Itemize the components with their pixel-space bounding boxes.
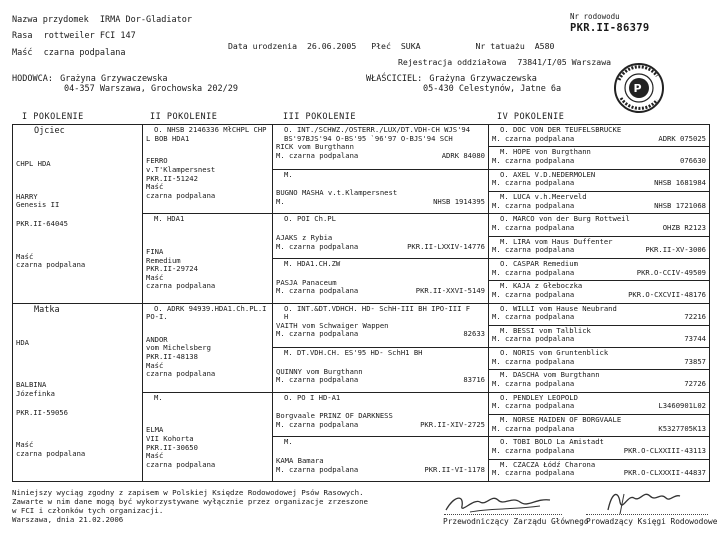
gen3-titles: O. POI Ch.PL [284,214,336,224]
gen3-color: M. [276,197,285,206]
gen4-color-line [492,246,706,255]
gen2-reg: PKR.II-30650 [146,442,198,452]
gen3-titles: M. [284,169,293,179]
gen4-color: M. czarna podpalana [492,424,575,433]
gen4-cell-9 [489,303,710,325]
gen2-color: czarna podpalana [146,369,216,379]
gen2-cell-2 [143,214,273,303]
gen4-cell-10 [489,325,710,347]
gen4-name: M. HOPE von Burgthann [500,147,591,157]
footer-note [12,489,368,525]
breeder-name: Grażyna Grzywaczewska [60,74,168,84]
gen4-name: O. CASPAR Remedium [500,258,578,268]
signature-line-2 [586,514,708,515]
gen3-color-line [276,421,485,430]
gen4-name: O. PENDLEY LEOPOLD [500,392,578,402]
gen2-cell-3 [143,303,273,392]
gen4-color: M. czarna podpalana [492,179,575,188]
sire-kennel: Genesis II [16,200,60,210]
footer-line-1: Niniejszy wyciąg zgodny z zapisem w Polskiej Księdze Rodowodowej Psów Rasowych. [12,488,364,497]
dam-role: Matka [34,304,60,315]
gen4-color: M. czarna podpalana [492,335,575,344]
gen4-cell-4 [489,191,710,213]
gen3-name: RICK vom Burgthann [276,142,354,152]
gen4-cell-1 [489,125,710,147]
gen4-color-line [492,380,706,389]
gen4-reg: NHSB 1721068 [654,201,706,210]
branch-line [398,58,611,68]
footer-line-3: w FCI i członków tych organizacji. [12,505,164,515]
gen3-color-line [276,376,485,385]
gen4-color-line [492,358,706,367]
gen4-color-line [492,157,706,166]
dam-color: czarna podpalana [16,448,86,458]
gen2-color: czarna podpalana [146,190,216,200]
gen4-reg: PKR.O-CLXXXII-44837 [623,469,706,478]
gen2-titles: M. HDA1 [154,214,185,224]
gen3-name: VAITH vom Schwaiger Wappen [276,320,389,330]
gen4-reg: PKR.O-CLXXIII-43113 [623,447,706,456]
gen4-reg: L3460901L02 [658,402,706,411]
name-line [12,15,192,25]
breed-line [12,31,136,41]
gen3-reg: ADRK 84080 [441,151,485,160]
gen4-reg: PKR.O-CXCVII-48176 [628,290,706,299]
gen4-reg: 72216 [684,313,706,322]
dam-kennel: Józefinka [16,388,55,398]
gen3-reg: PKR.II-XXVI-5149 [415,287,485,296]
gen4-cell-2 [489,147,710,169]
gen4-reg: K5327705K13 [658,424,706,433]
gen4-color: M. czarna podpalana [492,357,575,366]
gen4-reg: OHZB R2123 [662,223,706,232]
gen4-reg: NHSB 1681984 [654,179,706,188]
gen4-name: O. AXEL V.D.NEDERMOLEN [500,169,596,179]
gen-header-4: IV POKOLENIE [497,112,565,122]
gen4-color-line [492,425,706,434]
gen2-reg: PKR.II-29724 [146,264,198,274]
gen4-color: M. czarna podpalana [492,201,575,210]
sire-titles: CHPL HDA [16,159,51,169]
gen4-color-line [492,447,706,456]
gen4-reg: PKR.II-XV-3006 [645,246,706,255]
footer-line-4: Warszawa, dnia 21.02.2006 [12,514,124,524]
gen3-name: KAMA Bamara [276,456,324,466]
gen3-reg: 83716 [463,376,485,385]
gen4-cell-12 [489,370,710,392]
gen3-color: M. czarna podpalana [276,151,359,160]
gen3-color-line [276,152,485,161]
signature-caption-1: Przewodniczący Zarządu Głównego [443,517,589,526]
gen4-cell-15 [489,437,710,459]
gen4-cell-7 [489,258,710,280]
gen3-color: M. czarna podpalana [276,421,359,430]
gen3-reg: PKR.II-LXXIV-14776 [407,242,485,251]
branch-label: Rejestracja oddziałowa [398,57,507,67]
color-value: czarna podpalana [43,48,126,58]
gen4-reg: ADRK 075025 [658,134,706,143]
gen4-cell-13 [489,392,710,414]
gen4-cell-5 [489,214,710,236]
signature-caption-2: Prowadzący Księgi Rodowodowe [586,517,718,526]
branch-value: 73841/I/05 Warszawa [517,57,612,67]
sire-color-label: Maść [16,251,34,261]
gen3-titles-cont: BS'97BJS'94 O-BS'95 `96'97 O-BJS'94 SCH [284,133,453,143]
gen2-color-label: Maść [146,451,164,461]
gen4-name: M. DASCHA vom Burgthann [500,370,600,380]
gen2-kennel: VII Kohorta [146,434,194,444]
gen3-cell-2 [273,169,489,214]
gen4-color: M. czarna podpalana [492,380,575,389]
gen-header-3: III POKOLENIE [283,112,357,122]
gen3-name: PASJA Panaceum [276,277,337,287]
gen2-color: czarna podpalana [146,459,216,469]
gen4-cell-3 [489,169,710,191]
gen4-name: M. CZACZA Łódź Charona [500,459,596,469]
owner-address: 05-430 Celestynów, Jatne 6a [423,84,562,95]
gen4-name: M. NORSE MAIDEN OF BORGVAALE [500,415,622,425]
gen4-color: M. czarna podpalana [492,246,575,255]
dog-name: IRMA Dor-Gladiator [99,15,193,25]
gen4-cell-16 [489,459,710,481]
gen4-color: M. czarna podpalana [492,402,575,411]
gen2-kennel: Remedium [146,255,181,265]
gen-header-1: I POKOLENIE [22,112,84,122]
gen2-name: FINA [146,246,164,256]
dam-name: BALBINA [16,380,47,390]
gen4-name: O. NORIS vom Gruntenblick [500,348,609,358]
gen3-color-line [276,466,485,475]
breed-value: rottweiler FCI 147 [43,31,136,41]
color-label: Maść [12,48,33,58]
gen3-reg: PKR.II-VI-1178 [424,465,485,474]
sire-color: czarna podpalana [16,260,86,270]
gen3-color: M. czarna podpalana [276,242,359,251]
gen3-titles: M. HDA1.CH.ZW [284,258,341,268]
gen3-cell-8 [273,437,489,482]
owner-label: WŁAŚCICIEL: [366,74,423,84]
gen2-kennel: v.T'Klampersnest [146,164,216,174]
gen2-kennel: vom Michelsberg [146,343,211,353]
gen4-cell-8 [489,281,710,303]
gen2-color: czarna podpalana [146,281,216,291]
reg-no-label: Nr rodowodu [570,12,620,21]
color-line [12,48,126,58]
birth-label: Data urodzenia [228,41,298,51]
gen3-titles: M. [284,437,293,447]
breeder-label: HODOWCA: [12,74,53,84]
gen4-reg: 73857 [684,357,706,366]
gen3-cell-1 [273,125,489,170]
gen4-color-line [492,291,706,300]
reg-no-value: PKR.II-86379 [570,22,650,34]
breeder-address: 04-357 Warszawa, Grochowska 202/29 [64,84,238,95]
sire-role: Ojciec [34,126,65,136]
pedigree-table [12,124,710,482]
gen2-cell-1 [143,125,273,214]
gen3-titles: O. INT./SCHWZ./OSTERR./LUX/DT.VDH-CH WJS'94 [284,125,471,134]
gen4-reg: 72726 [684,380,706,389]
sire-reg: PKR.II-64045 [16,219,68,229]
seal-stamp-icon [613,62,665,114]
gen2-reg: PKR.II-48138 [146,352,198,362]
gen4-color-line [492,202,706,211]
dam-cell [13,303,143,482]
gen4-name: M. BESSI vom Talblick [500,325,591,335]
gen4-color: M. czarna podpalana [492,156,575,165]
footer-line-2: Zawarte w nim dane mogą być wykorzystywane wyłącznie przez organizacje zrzeszone [12,496,368,506]
sex-value: SUKA [400,41,421,51]
owner-name: Grażyna Grzywaczewska [429,74,537,84]
sire-name: HARRY [16,191,38,201]
sire-cell [13,125,143,304]
gen4-reg: PKR.O-CCIV-49509 [636,268,706,277]
svg-text:P: P [633,82,642,95]
gen3-titles: M. DT.VDH.CH. ES'95 HD- SchH1 BH [284,348,423,358]
gen4-color-line [492,135,706,144]
gen4-color-line [492,335,706,344]
gen4-color: M. czarna podpalana [492,134,575,143]
dam-titles: HDA [16,337,29,347]
sex-label: Płeć [371,41,391,51]
gen2-color-label: Maść [146,360,164,370]
gen3-cell-6 [273,348,489,393]
gen2-titles-cont: L BOB HDA1 [146,133,190,143]
gen2-color-label: Maść [146,272,164,282]
gen2-cell-4 [143,392,273,481]
gen3-titles: O. INT.&DT.VDHCH. HD- SchH-III BH IPO-III F [284,303,471,313]
gen2-name: ELMA [146,425,164,435]
gen3-cell-3 [273,214,489,259]
name-label: Nazwa przydomek [12,15,89,25]
gen3-color: M. czarna podpalana [276,330,359,339]
gen4-color: M. czarna podpalana [492,223,575,232]
gen3-cell-5 [273,303,489,348]
gen4-cell-6 [489,236,710,258]
gen4-color: M. czarna podpalana [492,469,575,478]
dam-color-label: Maść [16,440,34,450]
gen4-color: M. czarna podpalana [492,268,575,277]
gen3-name: Borgvaale PRINZ OF DARKNESS [276,411,393,421]
gen3-titles-cont: H [284,312,289,322]
gen2-reg: PKR.II-51242 [146,173,198,183]
gen4-name: O. MARCO von der Burg Rottweil [500,214,630,224]
gen3-color-line [276,287,485,296]
gen4-name: M. LIRA vom Haus Duffenter [500,236,613,246]
tattoo-label: Nr tatuażu [475,41,525,51]
gen3-cell-4 [273,258,489,303]
gen4-color-line [492,269,706,278]
gen3-color: M. czarna podpalana [276,376,359,385]
gen4-name: O. WILLI vom Hause Neubrand [500,303,617,313]
gen4-cell-14 [489,415,710,437]
gen3-color-line [276,330,485,339]
gen3-reg: NHSB 1914395 [433,197,485,206]
gen2-titles: M. [154,392,163,402]
gen4-name: O. DOC VON DER TEUFELSBRUCKE [500,125,622,134]
gen2-name: FERRO [146,156,168,166]
gen4-color: M. czarna podpalana [492,313,575,322]
gen3-name: AJAKS z Rybia [276,232,333,242]
gen4-color-line [492,224,706,233]
gen4-color-line [492,469,706,478]
gen3-reg: PKR.II-XIV-2725 [420,421,485,430]
birth-value: 26.06.2005 [306,41,357,51]
gen4-reg: 076630 [680,156,706,165]
gen4-color: M. czarna podpalana [492,290,575,299]
gen3-name: BUGNO MASHA v.t.Klampersnest [276,188,398,198]
gen3-color: M. czarna podpalana [276,287,359,296]
gen3-color-line [276,198,485,207]
dam-reg: PKR.II-59056 [16,407,68,417]
gen-header-2: II POKOLENIE [150,112,218,122]
gen3-titles: O. PO I HD-A1 [284,392,341,402]
gen2-titles: O. NHSB 2146336 MłCHPL CHP [154,125,267,134]
gen4-color-line [492,313,706,322]
gen3-reg: 82633 [463,330,485,339]
gen3-color: M. czarna podpalana [276,465,359,474]
gen4-name: M. LUCA v.h.Meerveld [500,191,587,201]
details-line [228,42,554,52]
gen2-name: ANDOR [146,334,168,344]
gen4-name: O. TOBI BOLO La Amistadt [500,437,604,447]
breeder-block [12,74,238,94]
gen4-reg: 73744 [684,335,706,344]
gen4-cell-11 [489,348,710,370]
gen2-color-label: Maść [146,182,164,192]
gen4-color-line [492,179,706,188]
gen2-titles: O. ADRK 94939.HDA1.Ch.PL.I [154,303,267,313]
gen4-name: M. KAJA z Głeboczka [500,281,583,291]
gen4-color: M. czarna podpalana [492,447,575,456]
gen4-color-line [492,402,706,411]
owner-block [366,74,561,94]
gen2-titles-cont: PO-I. [146,312,168,322]
signature-line-1 [444,514,562,515]
gen3-color-line [276,243,485,252]
tattoo-value: A580 [534,41,555,51]
gen3-name: QUINNY vom Burgthann [276,366,363,376]
gen3-cell-7 [273,392,489,437]
breed-label: Rasa [12,31,33,41]
